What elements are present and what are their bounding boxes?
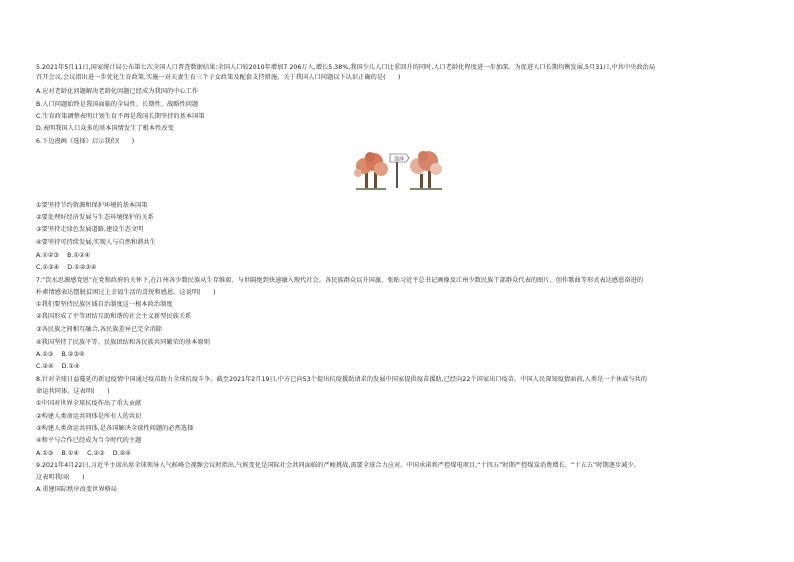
right-tree-icon [410,151,442,190]
q7-choice-a: A.①③ [36,351,54,358]
q9-option-a: A.重建国际秩序改变世界格局 [36,486,118,493]
q8-stem-line2: 命运共同体。这表明( ) [36,388,110,395]
q5-option-b: B.人口问题始终是我国面临的全局性、长期性、战略性问题 [36,101,199,108]
q6-statement-1: ①要坚持节约资源和保护环境的基本国策 [36,202,148,209]
q5-stem-line1: 5.2021年5月11日,国家统计局公布第七次全国人口普查数据结果:全国人口较2010年增加7 206万人,增长5.38%,我国少儿人口比重回升的同时,人口老龄化程度进一步加深。为促进人口长期均衡发展,5月31日,中共中央政治局 [36,64,656,71]
q8-choice-c: C.②③ [87,450,105,457]
q8-stem-line1: 8.针对全球日益蔓延的新冠疫情中国通过疫苗助力全球抗疫斗争。截至2021年2月19日,中方已向53个提出抗疫援助请求的发展中国家提供疫苗援助,已经向22个国家出口疫苗。中国人民深知疫情面前,人类是一个休戚与共的 [36,376,648,383]
q8-choice-d: D.②④ [112,450,131,457]
q7-stem-line2: 朴素情感表达摆脱贫困过上幸福生活的喜悦和感恩。这说明( ) [36,289,216,296]
q6-stem: 6.下边漫画《选择》启示我们( ) [36,138,135,145]
q6-choices-row2 [36,263,766,272]
q5-stem-line2: 召开会议,会议指出进一步优化生育政策,实施一对夫妻生育三个子女政策及配套支持措施。关于我国人口问题以下认识正确的是( ) [36,74,401,81]
q7-choice-c: C.②④ [36,363,54,370]
q8-statement-1: ①中国对世界全球抗疫作出了重大贡献 [36,400,142,407]
q8-statement-3: ③构建人类命运共同体,是各国解决全球性问题的必然选择 [36,425,194,432]
signpost-icon [390,154,409,188]
q8-statement-4: ④和平与合作已经成为当今时代的主题 [36,437,142,444]
q6-choice-a: A.①②③ [36,252,59,259]
left-tree-icon [354,152,388,190]
q6-choice-d: D.①②③④ [67,264,97,271]
q5-option-d: D.表明我国人口众多的基本国情发生了根本性改变 [36,125,174,132]
q6-statement-2: ②要处理好经济发展与生态环境保护的关系 [36,214,154,221]
q8-choices [36,449,766,458]
q7-choices-row2 [36,362,766,371]
q6-choices-row1 [36,251,766,260]
q6-statement-4: ④要坚持可持续发展,实现人与自然和谐共生 [36,239,156,246]
cartoon-choice-image [352,148,444,196]
q7-statement-4: ④我国坚持了民族平等、民族团结和各民族共同繁荣的基本原则 [36,339,211,346]
q6-choice-c: C.①③④ [36,264,60,271]
q7-choice-b: B.②③④ [61,351,85,358]
q9-stem-line1: 9.2021年4月22日,习近平主席出席全球领导人气候峰会视频会议时指出,气候变化是国际社会共同面临的严峻挑战,需要全球合力应对。中国承诺将严控煤电项目,“十四五”时期严控煤炭消费增长、“十五五”时期逐步减少。 [36,462,640,469]
signpost-text: 选择 [394,156,405,163]
q8-choice-b: B.①④ [61,450,79,457]
q5-option-c: C.生育政策调整表明计划生育不再是我国长期坚持的基本国策 [36,113,205,120]
q8-statement-2: ②构建人类命运共同体是所有人的共识 [36,413,142,420]
q7-statement-1: ①我们要坚持民族区域自治制度这一根本政治制度 [36,301,173,308]
q7-statement-2: ②我国形成了平等团结互助和谐的社会主义新型民族关系 [36,313,192,320]
q6-statement-3: ③要坚持走绿色发展道路,建设生态文明 [36,226,144,233]
q9-stem-line2: 这表明我国( ) [36,474,85,481]
q8-choice-a: A.①③ [36,450,54,457]
q7-choices-row1 [36,350,766,359]
q7-statement-3: ③各民族之间相互融合,各民族差异已完全消除 [36,326,163,333]
q6-choice-b: B.①②④ [67,252,91,259]
q5-option-a: A.应对老龄化问题解决老龄化问题已经成为我国的中心工作 [36,88,199,95]
q7-stem-line1: 7.“饮水思源感党恩”在党和政府的关怀下,在江州各少数民族从生存维艰、与世隔绝到快速融入现代社会。各民族群众以升国旗、张贴习近平总书记画像及江州少数民族干部群众代表的图片、创作歌曲等形式表达感恩奋进的 [36,277,644,284]
q7-choice-d: D.①④ [61,363,80,370]
